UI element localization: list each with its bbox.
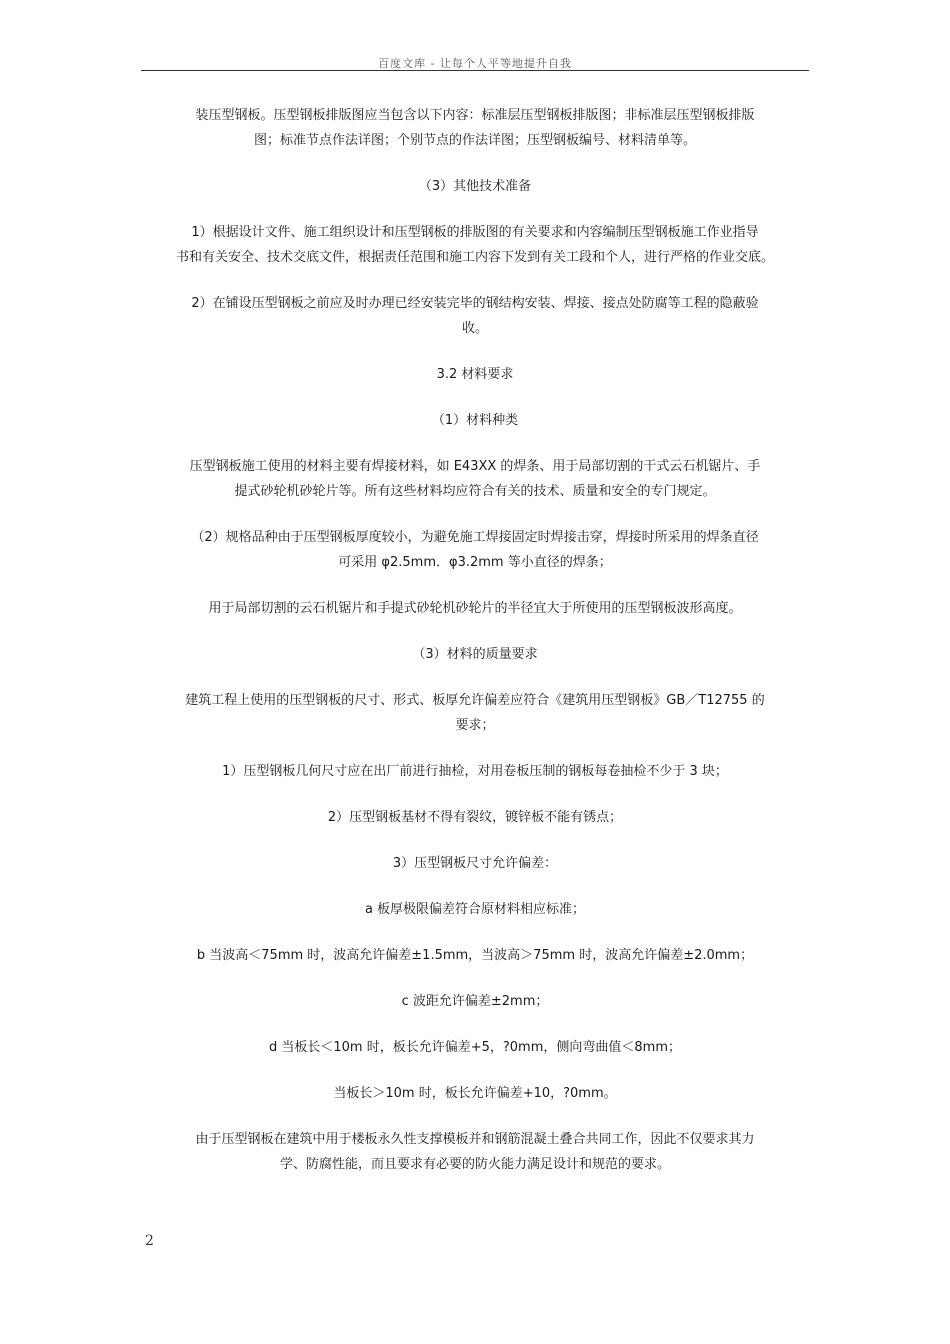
- paragraph-line: 2）在铺设压型钢板之前应及时办理已经安装完毕的钢结构安装、焊接、接点处防腐等工程的隐蔽验: [191, 296, 759, 311]
- paragraph-line: （3）其他技术准备: [418, 179, 532, 194]
- paragraph-line: 装压型钢板。压型钢板排版图应当包含以下内容：标准层压型钢板排版图；非标准层压型钢板排版: [195, 108, 755, 123]
- paragraph-line: 1）压型钢板几何尺寸应在出厂前进行抽检，对用卷板压制的钢板每卷抽检不少于 3 块；: [222, 764, 728, 779]
- paragraph: [140, 596, 810, 621]
- paragraph-line: 图；标准节点作法详图；个别节点的作法详图；压型钢板编号、材料清单等。: [253, 133, 696, 148]
- paragraph: [140, 525, 810, 575]
- paragraph-line: 压型钢板施工使用的材料主要有焊接材料，如 E43XX 的焊条、用于局部切割的干式云石机锯片、手: [189, 459, 761, 474]
- paragraph: [140, 805, 810, 830]
- paragraph-line: （3）材料的质量要求: [412, 647, 538, 662]
- section-heading: [140, 642, 810, 667]
- page-header: [141, 58, 809, 71]
- paragraph-line: （1）材料种类: [431, 413, 519, 428]
- paragraph-line: 收。: [461, 321, 488, 336]
- list-item: [140, 989, 810, 1014]
- paragraph: [140, 454, 810, 504]
- paragraph-line: b 当波高＜75mm 时，波高允许偏差±1.5mm，当波高＞75mm 时，波高允许偏差±2.0mm；: [196, 948, 754, 963]
- paragraph-line: 3）压型钢板尺寸允许偏差：: [392, 856, 558, 871]
- paragraph-line: 用于局部切割的云石机锯片和手提式砂轮机砂轮片的半径宜大于所使用的压型钢板波形高度。: [208, 601, 742, 616]
- paragraph-line: 由于压型钢板在建筑中用于楼板永久性支撑模板并和钢筋混凝土叠合共同工作，因此不仅要求其力: [195, 1132, 755, 1147]
- paragraph-line: 1）根据设计文件、施工组织设计和压型钢板的排版图的有关要求和内容编制压型钢板施工作业指导: [191, 225, 759, 240]
- paragraph-line: 3.2 材料要求: [436, 367, 514, 382]
- list-item: [140, 1081, 810, 1106]
- paragraph: [140, 851, 810, 876]
- page-number: 2: [145, 1233, 154, 1249]
- paragraph-line: c 波距允许偏差±2mm；: [401, 994, 549, 1009]
- paragraph-line: 2）压型钢板基材不得有裂纹，镀锌板不能有锈点；: [327, 810, 623, 825]
- paragraph-line: 要求；: [455, 718, 495, 733]
- paragraph: [140, 759, 810, 784]
- paragraph-line: 书和有关安全、技术交底文件，根据责任范围和施工内容下发到有关工段和个人，进行严格的作业交底。: [175, 250, 774, 265]
- list-item: [140, 1035, 810, 1060]
- paragraph-line: （2）规格品种由于压型钢板厚度较小，为避免施工焊接固定时焊接击穿，焊接时所采用的焊条直径: [191, 530, 759, 545]
- paragraph-line: 建筑工程上使用的压型钢板的尺寸、形式、板厚允许偏差应符合《建筑用压型钢板》GB／T12755 的: [185, 693, 765, 708]
- paragraph: [140, 291, 810, 341]
- paragraph-line: 可采用 φ2.5mm．φ3.2mm 等小直径的焊条；: [338, 555, 612, 570]
- paragraph: [140, 220, 810, 270]
- paragraph: [140, 688, 810, 738]
- page-header-text: 百度文库 - 让每个人平等地提升自我: [378, 57, 572, 70]
- paragraph-line: a 板厚极限偏差符合原材料相应标准；: [364, 902, 586, 917]
- document-body: [140, 103, 810, 1177]
- section-heading: [140, 362, 810, 387]
- paragraph-line: 学、防腐性能，而且要求有必要的防火能力满足设计和规范的要求。: [279, 1157, 670, 1172]
- section-heading: [140, 408, 810, 433]
- paragraph-line: d 当板长＜10m 时，板长允许偏差+5，?0mm，侧向弯曲值＜8mm；: [269, 1040, 681, 1055]
- list-item: [140, 897, 810, 922]
- paragraph: [140, 1127, 810, 1177]
- paragraph-line: 提式砂轮机砂轮片等。所有这些材料均应符合有关的技术、质量和安全的专门规定。: [234, 484, 716, 499]
- section-heading: [140, 174, 810, 199]
- paragraph: [140, 103, 810, 153]
- list-item: [140, 943, 810, 968]
- paragraph-line: 当板长＞10m 时，板长允许偏差+10，?0mm。: [333, 1086, 617, 1101]
